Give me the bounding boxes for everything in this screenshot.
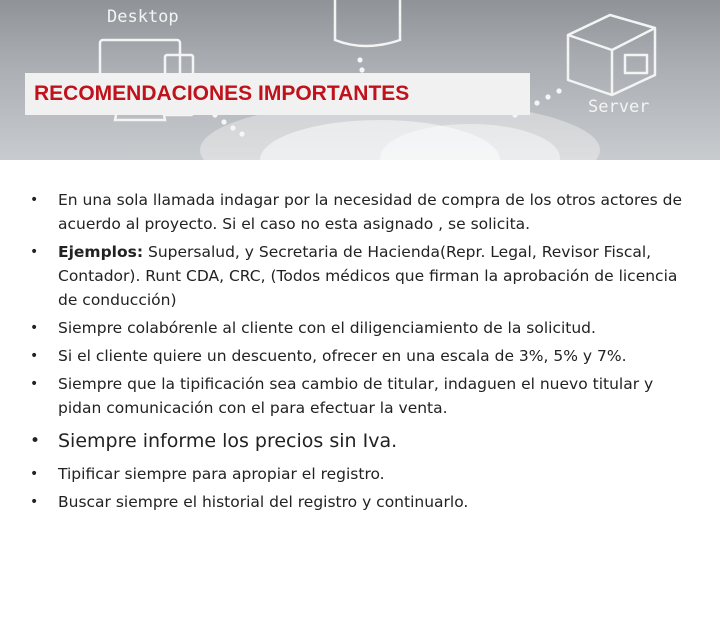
bullet-icon: • bbox=[30, 431, 41, 451]
list-item-text: Siempre que la tipificación sea cambio de titular, indaguen el nuevo titular y pidan comunicación con el para efectuar la venta. bbox=[58, 375, 654, 417]
bullet-icon: • bbox=[30, 494, 39, 510]
bullet-icon: • bbox=[30, 466, 39, 482]
list-item bbox=[30, 490, 695, 514]
list-item-prefix: Ejemplos: bbox=[58, 243, 144, 261]
title-box bbox=[25, 73, 530, 115]
bullet-icon: • bbox=[30, 192, 39, 208]
recommendations-content bbox=[30, 188, 695, 518]
list-item bbox=[30, 240, 695, 312]
list-item bbox=[30, 372, 695, 420]
list-item-text: Si el cliente quiere un descuento, ofrecer en una escala de 3%, 5% y 7%. bbox=[58, 347, 627, 365]
list-item-text: Siempre informe los precios sin Iva. bbox=[58, 430, 398, 452]
desktop-label: Desktop bbox=[107, 7, 179, 27]
list-item bbox=[30, 344, 695, 368]
list-item bbox=[30, 428, 695, 454]
list-item bbox=[30, 462, 695, 486]
bullet-icon: • bbox=[30, 376, 39, 392]
list-item-text: Buscar siempre el historial del registro y continuarlo. bbox=[58, 493, 469, 511]
header-banner bbox=[0, 0, 720, 160]
recommendations-list bbox=[30, 188, 695, 514]
list-item-text: Siempre colabórenle al cliente con el diligenciamiento de la solicitud. bbox=[58, 319, 596, 337]
server-label: Server bbox=[588, 97, 650, 117]
list-item bbox=[30, 188, 695, 236]
page-title: RECOMENDACIONES IMPORTANTES bbox=[34, 82, 410, 105]
database-icon bbox=[335, 0, 400, 46]
list-item-text: Supersalud, y Secretaria de Hacienda(Repr. Legal, Revisor Fiscal, Contador). Runt CDA, CRC, (Todos médicos que firman la aprobación de licencia de conducción) bbox=[58, 243, 678, 309]
bullet-icon: • bbox=[30, 348, 39, 364]
list-item bbox=[30, 316, 695, 340]
bullet-icon: • bbox=[30, 244, 39, 260]
bullet-icon: • bbox=[30, 320, 39, 336]
list-item-text: Tipificar siempre para apropiar el registro. bbox=[58, 465, 385, 483]
list-item-text: En una sola llamada indagar por la necesidad de compra de los otros actores de acuerdo al proyecto. Si el caso no esta asignado , se solicita. bbox=[58, 191, 682, 233]
